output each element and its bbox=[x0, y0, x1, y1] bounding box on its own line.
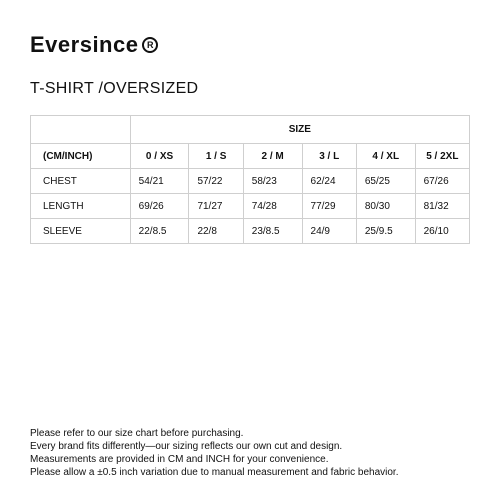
brand-wordmark: Eversince bbox=[30, 32, 139, 57]
empty-corner-cell bbox=[31, 116, 131, 144]
measurement-cell: 58/23 bbox=[243, 169, 302, 194]
measurement-cell: 81/32 bbox=[415, 194, 469, 219]
size-chart-table bbox=[30, 115, 470, 244]
note-line: Measurements are provided in CM and INCH for your convenience. bbox=[30, 454, 329, 465]
measurement-cell: 26/10 bbox=[415, 219, 469, 244]
size-column-header: 2 / M bbox=[243, 144, 302, 169]
size-column-header: 4 / XL bbox=[356, 144, 415, 169]
measurement-cell: 23/8.5 bbox=[243, 219, 302, 244]
measurement-cell: 74/28 bbox=[243, 194, 302, 219]
unit-label: (CM/INCH) bbox=[31, 144, 131, 169]
measurement-cell: 25/9.5 bbox=[356, 219, 415, 244]
measurement-cell: 54/21 bbox=[130, 169, 189, 194]
size-column-header: 0 / XS bbox=[130, 144, 189, 169]
sizing-notes bbox=[30, 427, 398, 479]
measurement-cell: 22/8 bbox=[189, 219, 243, 244]
note-line: Please refer to our size chart before purchasing. bbox=[30, 428, 244, 439]
note-line: Every brand fits differently—our sizing reflects our own cut and design. bbox=[30, 441, 343, 452]
measurement-cell: 80/30 bbox=[356, 194, 415, 219]
size-column-header: 3 / L bbox=[302, 144, 356, 169]
table-row bbox=[31, 194, 470, 219]
measurement-cell: 62/24 bbox=[302, 169, 356, 194]
row-label: LENGTH bbox=[31, 194, 131, 219]
size-column-header: 5 / 2XL bbox=[415, 144, 469, 169]
size-column-header: 1 / S bbox=[189, 144, 243, 169]
measurement-cell: 71/27 bbox=[189, 194, 243, 219]
table-row bbox=[31, 169, 470, 194]
measurement-cell: 67/26 bbox=[415, 169, 469, 194]
row-label: CHEST bbox=[31, 169, 131, 194]
measurement-cell: 69/26 bbox=[130, 194, 189, 219]
registered-mark-icon: R bbox=[142, 37, 158, 53]
page-title: T-SHIRT /OVERSIZED bbox=[30, 80, 199, 97]
table-row bbox=[31, 219, 470, 244]
measurement-cell: 65/25 bbox=[356, 169, 415, 194]
measurement-cell: 57/22 bbox=[189, 169, 243, 194]
size-header: SIZE bbox=[130, 116, 469, 144]
brand-logo bbox=[30, 32, 158, 58]
row-label: SLEEVE bbox=[31, 219, 131, 244]
note-line: Please allow a ±0.5 inch variation due to manual measurement and fabric behavior. bbox=[30, 467, 399, 478]
measurement-cell: 77/29 bbox=[302, 194, 356, 219]
measurement-cell: 22/8.5 bbox=[130, 219, 189, 244]
measurement-cell: 24/9 bbox=[302, 219, 356, 244]
